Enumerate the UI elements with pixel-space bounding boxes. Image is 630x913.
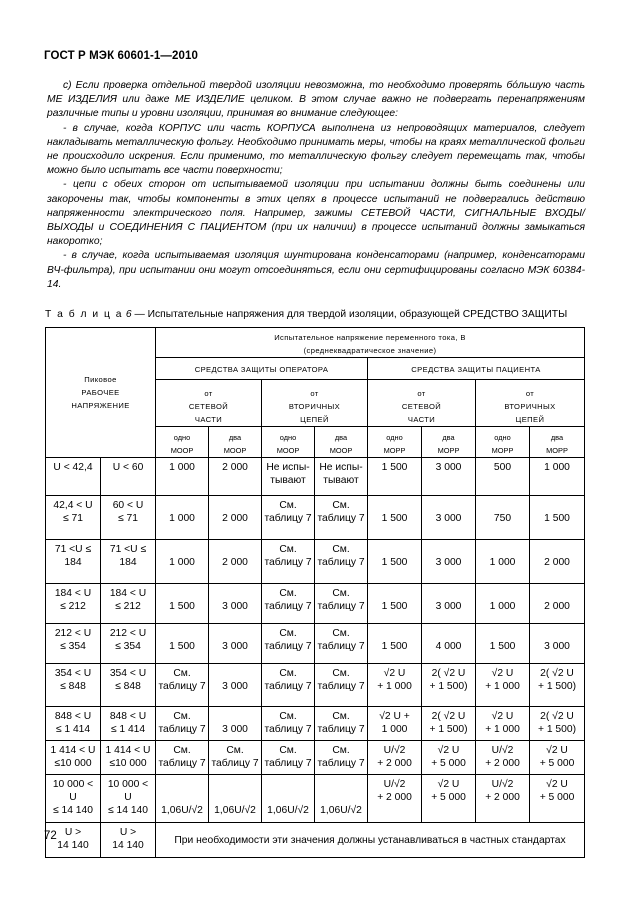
table-cell <box>262 496 315 540</box>
header-line: два <box>550 433 564 442</box>
table-cell <box>476 496 530 540</box>
from-mains-header <box>156 380 262 427</box>
header-line: от <box>525 389 535 398</box>
table-cell <box>315 741 368 775</box>
table-cell <box>262 741 315 775</box>
header-line: НАПРЯЖЕНИЕ <box>71 401 130 410</box>
cell-text: 2( √2 U + 1 500) <box>429 668 468 692</box>
table-cell <box>156 664 209 707</box>
cell-text: 184 < U ≤ 212 <box>54 588 92 612</box>
cell-text: √2 U + 1 000 <box>485 668 520 692</box>
table-cell <box>262 540 315 584</box>
cell-text: См. таблицу 7 <box>158 711 206 735</box>
table-cell <box>368 707 422 741</box>
cell-text: 1,06U/√2 <box>161 805 203 816</box>
cell-text: 1 500 <box>381 601 408 612</box>
table-cell <box>315 496 368 540</box>
header-line: MOPP <box>383 446 406 455</box>
cell-text: 3 000 <box>222 681 248 692</box>
table-cell <box>156 741 209 775</box>
cell-text: 1,06U/√2 <box>320 805 362 816</box>
table-cell <box>530 458 585 496</box>
body-text <box>47 79 585 292</box>
table-cell <box>156 584 209 624</box>
cell-text: 212 < U ≤ 354 <box>109 628 147 652</box>
table-cell <box>209 775 262 823</box>
table-cell <box>315 775 368 823</box>
cell-text: 1 414 < U ≤10 000 <box>105 745 151 769</box>
means-count-header <box>476 427 530 458</box>
header-line: СЕТЕВОЙ <box>188 402 229 411</box>
paragraph: с) Если проверка отдельной твердой изоляции невозможна, то необходимо проверять бóльшую часть МЕ ИЗДЕЛИЯ или даже МЕ ИЗДЕЛИЕ целиком. В этом случае важно не подвергать перенапряжениям различные типы и уровни изоляции, принимая во внимание следующее: <box>47 80 585 120</box>
table-cell <box>262 775 315 823</box>
table-caption <box>45 309 567 320</box>
table-caption-label: Т а б л и ц а <box>45 309 123 320</box>
table-cell <box>315 540 368 584</box>
cell-text: См. таблицу 7 <box>264 711 312 735</box>
table-cell <box>209 624 262 664</box>
table-cell <box>315 664 368 707</box>
cell-text: 848 < U ≤ 1 414 <box>109 711 147 735</box>
table-cell <box>476 707 530 741</box>
cell-text: См. таблицу 7 <box>158 668 206 692</box>
cell-text: U < 60 <box>112 462 144 473</box>
table-cell <box>262 707 315 741</box>
table-cell <box>156 775 209 823</box>
table-cell <box>101 496 156 540</box>
table-cell <box>422 496 476 540</box>
header-line: одно <box>279 433 297 442</box>
table-cell <box>209 458 262 496</box>
cell-text: 1 000 <box>489 557 516 568</box>
table-cell <box>156 458 209 496</box>
table-cell <box>315 584 368 624</box>
cell-text: 184 < U ≤ 212 <box>109 588 147 612</box>
header-line: ЦЕПЕЙ <box>515 415 545 424</box>
cell-text: 2 000 <box>222 513 248 524</box>
table-cell <box>368 584 422 624</box>
table-cell <box>209 496 262 540</box>
table-cell <box>46 664 101 707</box>
table-cell <box>422 540 476 584</box>
cell-text: √2 U + 5 000 <box>539 745 575 769</box>
cell-text: 354 < U ≤ 848 <box>109 668 147 692</box>
document-header: ГОСТ Р МЭК 60601-1—2010 <box>44 50 198 62</box>
cell-text: 71 <U ≤ 184 <box>109 544 147 568</box>
header-line: два <box>334 433 348 442</box>
table-cell <box>476 540 530 584</box>
table-cell <box>101 624 156 664</box>
table-cell <box>530 624 585 664</box>
cell-text: 1 500 <box>381 513 408 524</box>
table-caption-text: — Испытательные напряжения для твердой изоляции, образующей СРЕДСТВО ЗАЩИТЫ <box>131 309 568 320</box>
paragraph: - в случае, когда испытываемая изоляция шунтирована конденсаторами (например, конденсаторами ВЧ-фильтра), при испытании они могут отсоединяться, если они сертифицированы согласно МЭК 60384-14. <box>47 250 585 290</box>
cell-text: √2 U + 5 000 <box>431 745 466 769</box>
table-cell <box>422 707 476 741</box>
cell-text: 10 000 < U ≤ 14 140 <box>52 779 94 816</box>
table-cell <box>209 664 262 707</box>
means-count-header <box>422 427 476 458</box>
cell-text: 2 000 <box>544 601 570 612</box>
table-cell <box>46 496 101 540</box>
table-cell <box>315 624 368 664</box>
table-cell <box>422 624 476 664</box>
cell-text: 354 < U ≤ 848 <box>54 668 92 692</box>
header-line: Испытательное напряжение переменного тока, В <box>274 333 466 342</box>
table-cell <box>262 458 315 496</box>
cell-text: √2 U + 1 000 <box>485 711 520 735</box>
table-cell <box>530 584 585 624</box>
header-line: от <box>204 389 213 398</box>
cell-text: 60 < U ≤ 71 <box>112 500 144 524</box>
header-line: одно <box>494 433 511 442</box>
cell-text: Не испы- тывают <box>319 462 363 486</box>
table-cell <box>46 707 101 741</box>
cell-text: U > 14 140 <box>112 827 144 851</box>
cell-text: 1 414 < U ≤10 000 <box>50 745 96 769</box>
paragraph: - в случае, когда КОРПУС или часть КОРПУСА выполнена из непроводящих материалов, следует накладывать металлическую фольгу. Необходимо принимать меры, чтобы на краях металлической фольги не происходило искрения. Если применимо, то металлическую фольгу следует перемещать так, чтобы можно было испытать все части поверхности; <box>47 122 585 177</box>
header-line: от <box>417 389 426 398</box>
table-cell <box>156 540 209 584</box>
cell-text: 2 000 <box>222 557 248 568</box>
cell-text: См. таблицу 7 <box>264 500 312 524</box>
header-line: MOOP <box>329 446 353 455</box>
cell-text: 1 500 <box>169 601 195 612</box>
cell-text: См. таблицу 7 <box>264 745 312 769</box>
cell-text: 1 500 <box>381 462 408 473</box>
header-line: MOOP <box>223 446 247 455</box>
header-line: (среднеквадратическое значение) <box>303 346 437 355</box>
header-line: от <box>310 389 319 398</box>
table-cell <box>530 664 585 707</box>
cell-text: 3 000 <box>222 724 248 735</box>
cell-text: 2( √2 U + 1 500) <box>537 711 577 735</box>
table-cell <box>476 458 530 496</box>
table-cell <box>530 775 585 823</box>
header-line: MOPP <box>546 446 568 455</box>
table-cell <box>156 624 209 664</box>
test-voltage-table <box>45 327 585 858</box>
cell-text: √2 U + 1 000 <box>379 711 410 735</box>
header-line: РАБОЧЕЕ <box>81 388 120 397</box>
cell-text: 2 000 <box>222 462 248 473</box>
paragraph: - цепи с обеих сторон от испытываемой изоляции при испытании должны быть соединены или закорочены так, чтобы компоненты в этих цепях в процессе испытаний не подвергались действию напряженности электрического поля. Например, зажимы СЕТЕВОЙ ЧАСТИ, СИГНАЛЬНЫЕ ВХОДЫ/ ВЫХОДЫ и СОЕДИНЕНИЯ С ПАЦИЕНТОМ (при их наличии) в процессе испытаний должны замыкаться накоротко; <box>47 179 585 248</box>
table-cell <box>422 584 476 624</box>
cell-text: 4 000 <box>435 641 462 652</box>
table-cell <box>368 775 422 823</box>
table-cell <box>101 741 156 775</box>
table-cell <box>422 741 476 775</box>
cell-text: 212 < U ≤ 354 <box>54 628 92 652</box>
cell-text: См. таблицу 7 <box>317 668 365 692</box>
cell-text: 42,4 < U ≤ 71 <box>53 500 93 524</box>
means-count-header <box>156 427 209 458</box>
table-cell <box>368 458 422 496</box>
means-count-header <box>262 427 315 458</box>
table-cell <box>156 707 209 741</box>
header-line: ЦЕПЕЙ <box>300 415 329 424</box>
cell-text: См. таблицу 7 <box>317 628 365 652</box>
table-cell <box>476 624 530 664</box>
table-cell <box>368 664 422 707</box>
header-line: два <box>442 433 455 442</box>
header-line: MOOP <box>276 446 300 455</box>
means-count-header <box>368 427 422 458</box>
cell-text: U < 42,4 <box>53 462 93 473</box>
table-cell <box>530 540 585 584</box>
cell-text: √2 U + 1 000 <box>377 668 412 692</box>
table-cell <box>101 775 156 823</box>
header-line: MOPP <box>491 446 514 455</box>
table-cell <box>209 540 262 584</box>
table-cell <box>101 584 156 624</box>
table-cell <box>101 823 156 858</box>
header-line: одно <box>386 433 403 442</box>
cell-text: 1 000 <box>169 557 195 568</box>
table-cell <box>476 664 530 707</box>
table-cell <box>262 624 315 664</box>
test-voltage-header <box>156 328 585 358</box>
from-mains-header <box>368 380 476 427</box>
table-cell <box>46 741 101 775</box>
cell-text: 10 000 < U ≤ 14 140 <box>107 779 149 816</box>
operator-means-header: СРЕДСТВА ЗАЩИТЫ ОПЕРАТОРА <box>156 358 368 380</box>
cell-text: U/√2 + 2 000 <box>485 779 520 803</box>
header-line: MOOP <box>170 446 194 455</box>
cell-text: См. таблицу 7 <box>264 628 312 652</box>
peak-working-voltage-header <box>46 328 156 458</box>
cell-text: 71 <U ≤ 184 <box>54 544 92 568</box>
means-count-header <box>530 427 585 458</box>
cell-text: См. таблицу 7 <box>317 500 365 524</box>
table-cell <box>101 458 156 496</box>
cell-text: См. таблицу 7 <box>317 711 365 735</box>
header-line: одно <box>173 433 191 442</box>
table-cell <box>530 707 585 741</box>
means-count-header <box>315 427 368 458</box>
header-line: два <box>228 433 242 442</box>
cell-text: 1 000 <box>169 513 195 524</box>
table-cell <box>315 458 368 496</box>
table-cell <box>156 496 209 540</box>
table-cell <box>476 741 530 775</box>
table-cell <box>476 775 530 823</box>
cell-text: 2( √2 U + 1 500) <box>429 711 468 735</box>
cell-text: 3 000 <box>435 462 462 473</box>
table-cell <box>209 584 262 624</box>
from-secondary-header <box>262 380 368 427</box>
cell-text: См. таблицу 7 <box>158 745 206 769</box>
table-cell <box>368 540 422 584</box>
table-cell <box>530 496 585 540</box>
cell-text: См. таблицу 7 <box>317 544 365 568</box>
cell-text: 1 500 <box>381 641 408 652</box>
cell-text: U > 14 140 <box>57 827 89 851</box>
table-cell <box>101 540 156 584</box>
table-cell <box>46 624 101 664</box>
cell-text: Не испы- тывают <box>266 462 310 486</box>
cell-text: √2 U + 5 000 <box>539 779 575 803</box>
table-cell <box>101 707 156 741</box>
means-count-header <box>209 427 262 458</box>
cell-text: 3 000 <box>435 513 462 524</box>
cell-text: См. таблицу 7 <box>264 588 312 612</box>
table-cell <box>368 741 422 775</box>
from-secondary-header <box>476 380 585 427</box>
cell-text: 500 <box>493 462 512 473</box>
table-cell <box>262 664 315 707</box>
table-cell <box>262 584 315 624</box>
patient-means-header: СРЕДСТВА ЗАЩИТЫ ПАЦИЕНТА <box>368 358 585 380</box>
cell-text: 3 000 <box>222 641 248 652</box>
cell-text: U/√2 + 2 000 <box>377 779 412 803</box>
cell-text: 1,06U/√2 <box>267 805 309 816</box>
cell-text: 3 000 <box>222 601 248 612</box>
cell-text: √2 U + 5 000 <box>431 779 466 803</box>
cell-text: См. таблицу 7 <box>317 588 365 612</box>
cell-text: 1 500 <box>489 641 516 652</box>
cell-text: 1,06U/√2 <box>214 805 256 816</box>
cell-text: 1 500 <box>544 513 570 524</box>
table-cell <box>422 775 476 823</box>
cell-text: 1 500 <box>381 557 408 568</box>
page-number: 72 <box>44 830 57 842</box>
table-cell <box>46 775 101 823</box>
table-cell <box>368 496 422 540</box>
cell-text: 1 000 <box>544 462 570 473</box>
cell-text: 1 000 <box>169 462 195 473</box>
table-cell <box>46 540 101 584</box>
header-line: ЧАСТИ <box>407 415 436 424</box>
header-line: Пиковое <box>84 375 117 384</box>
cell-text: При необходимости эти значения должны устанавливаться в частных стандартах <box>174 834 566 846</box>
table-cell <box>46 458 101 496</box>
table-cell <box>476 584 530 624</box>
table-cell <box>101 664 156 707</box>
table-note-cell <box>156 823 585 858</box>
table-cell <box>209 707 262 741</box>
table-cell <box>209 741 262 775</box>
cell-text: 2( √2 U + 1 500) <box>537 668 577 692</box>
cell-text: 848 < U ≤ 1 414 <box>54 711 92 735</box>
cell-text: U/√2 + 2 000 <box>377 745 412 769</box>
table-cell <box>530 741 585 775</box>
table-cell <box>422 664 476 707</box>
cell-text: 1 000 <box>489 601 516 612</box>
cell-text: 3 000 <box>435 557 462 568</box>
cell-text: См. таблицу 7 <box>264 544 312 568</box>
header-line: MOPP <box>437 446 460 455</box>
cell-text: 2 000 <box>544 557 570 568</box>
cell-text: См. таблицу 7 <box>264 668 312 692</box>
header-line: ВТОРИЧНЫХ <box>288 402 341 411</box>
cell-text: См. таблицу 7 <box>211 745 259 769</box>
table-cell <box>422 458 476 496</box>
header-line: ЧАСТИ <box>194 415 223 424</box>
table-cell <box>46 584 101 624</box>
cell-text: U/√2 + 2 000 <box>485 745 520 769</box>
header-line: ВТОРИЧНЫХ <box>504 402 556 411</box>
header-line: СЕТЕВОЙ <box>401 402 442 411</box>
cell-text: 750 <box>493 513 512 524</box>
table-caption-number: 6 <box>125 309 132 320</box>
table-cell <box>315 707 368 741</box>
cell-text: 3 000 <box>544 641 570 652</box>
cell-text: 3 000 <box>435 601 462 612</box>
cell-text: См. таблицу 7 <box>317 745 365 769</box>
cell-text: 1 500 <box>169 641 195 652</box>
table-cell <box>368 624 422 664</box>
